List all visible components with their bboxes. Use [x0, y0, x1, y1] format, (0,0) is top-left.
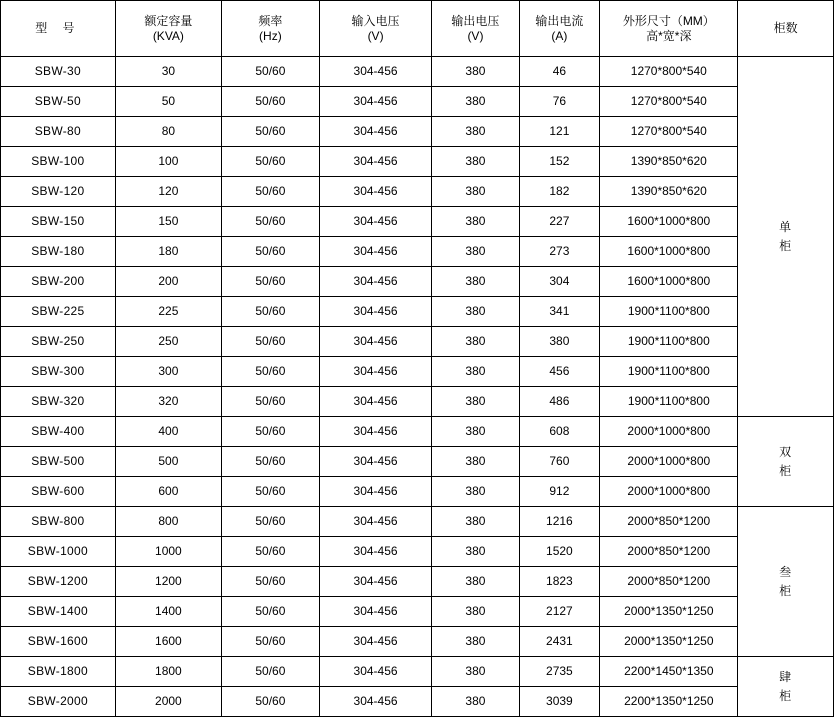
header-label-primary: 输出电压 [451, 13, 500, 28]
table-header [1, 1, 834, 57]
cell-frequency: 50/60 [222, 567, 320, 597]
cell-output-current: 2735 [519, 657, 600, 687]
cabinet-label-char: 肆 [779, 669, 793, 684]
cell-capacity: 225 [115, 297, 221, 327]
cell-input-voltage: 304-456 [319, 327, 432, 357]
cell-dimensions: 1270*800*540 [600, 87, 738, 117]
cell-capacity: 800 [115, 507, 221, 537]
cell-output-current: 2431 [519, 627, 600, 657]
table-row [1, 597, 834, 627]
cell-output-voltage: 380 [432, 447, 519, 477]
header-cell-model [1, 1, 116, 57]
cell-input-voltage: 304-456 [319, 627, 432, 657]
cell-frequency: 50/60 [222, 357, 320, 387]
cell-frequency: 50/60 [222, 387, 320, 417]
cabinet-label-char: 柜 [779, 583, 793, 598]
cell-dimensions: 2000*850*1200 [600, 537, 738, 567]
cell-output-voltage: 380 [432, 567, 519, 597]
cell-model: SBW-1000 [1, 537, 116, 567]
cell-capacity: 1800 [115, 657, 221, 687]
cell-frequency: 50/60 [222, 87, 320, 117]
header-cell-output-voltage [432, 1, 519, 57]
cell-frequency: 50/60 [222, 657, 320, 687]
cell-output-current: 2127 [519, 597, 600, 627]
cell-frequency: 50/60 [222, 627, 320, 657]
cell-dimensions: 1900*1100*800 [600, 297, 738, 327]
cell-capacity: 300 [115, 357, 221, 387]
cell-model: SBW-225 [1, 297, 116, 327]
table-row [1, 567, 834, 597]
cabinet-label-char: 双 [779, 444, 793, 459]
cell-model: SBW-30 [1, 57, 116, 87]
cell-output-current: 760 [519, 447, 600, 477]
table-row [1, 327, 834, 357]
cell-dimensions: 1270*800*540 [600, 57, 738, 87]
cell-cabinet-count [738, 657, 834, 717]
cell-dimensions: 1600*1000*800 [600, 237, 738, 267]
cell-dimensions: 2000*850*1200 [600, 507, 738, 537]
cell-dimensions: 2000*1350*1250 [600, 597, 738, 627]
cell-output-voltage: 380 [432, 627, 519, 657]
cell-input-voltage: 304-456 [319, 447, 432, 477]
cell-output-voltage: 380 [432, 237, 519, 267]
cell-output-current: 121 [519, 117, 600, 147]
cell-capacity: 30 [115, 57, 221, 87]
cell-capacity: 1400 [115, 597, 221, 627]
header-label-secondary: (V) [467, 28, 484, 43]
table-row [1, 477, 834, 507]
cell-input-voltage: 304-456 [319, 597, 432, 627]
cell-capacity: 500 [115, 447, 221, 477]
cell-dimensions: 1390*850*620 [600, 177, 738, 207]
cell-model: SBW-800 [1, 507, 116, 537]
cell-output-current: 341 [519, 297, 600, 327]
cell-capacity: 50 [115, 87, 221, 117]
header-label-secondary: (V) [367, 28, 384, 43]
header-label-primary: 输入电压 [351, 13, 400, 28]
cell-dimensions: 2000*850*1200 [600, 567, 738, 597]
cell-dimensions: 2000*1000*800 [600, 417, 738, 447]
cell-input-voltage: 304-456 [319, 117, 432, 147]
header-label-primary: 型 号 [35, 21, 81, 35]
cell-output-current: 486 [519, 387, 600, 417]
table-row [1, 357, 834, 387]
cell-cabinet-count [738, 507, 834, 657]
table-row [1, 387, 834, 417]
cell-dimensions: 2000*1000*800 [600, 447, 738, 477]
cell-frequency: 50/60 [222, 267, 320, 297]
cell-model: SBW-180 [1, 237, 116, 267]
cabinet-label-char: 叁 [779, 564, 793, 579]
cell-output-voltage: 380 [432, 207, 519, 237]
table-row [1, 57, 834, 87]
cell-capacity: 250 [115, 327, 221, 357]
cell-input-voltage: 304-456 [319, 687, 432, 717]
cell-frequency: 50/60 [222, 417, 320, 447]
cell-output-current: 46 [519, 57, 600, 87]
cabinet-label-char: 柜 [779, 463, 793, 478]
cell-dimensions: 1270*800*540 [600, 117, 738, 147]
cell-model: SBW-600 [1, 477, 116, 507]
table-row [1, 177, 834, 207]
cell-frequency: 50/60 [222, 207, 320, 237]
cell-model: SBW-250 [1, 327, 116, 357]
cell-output-current: 1823 [519, 567, 600, 597]
table-row [1, 627, 834, 657]
cell-output-current: 1216 [519, 507, 600, 537]
cell-dimensions: 1390*850*620 [600, 147, 738, 177]
cell-output-voltage: 380 [432, 387, 519, 417]
table-row [1, 657, 834, 687]
cell-model: SBW-320 [1, 387, 116, 417]
cell-cabinet-count [738, 417, 834, 507]
table-row [1, 237, 834, 267]
table-row [1, 87, 834, 117]
header-label-primary: 额定容量 [144, 13, 193, 28]
table-row [1, 417, 834, 447]
cell-output-voltage: 380 [432, 117, 519, 147]
cell-input-voltage: 304-456 [319, 207, 432, 237]
header-label-primary: 外形尺寸（MM） [622, 13, 715, 28]
table-row [1, 687, 834, 717]
header-row [1, 1, 834, 57]
cell-cabinet-count [738, 57, 834, 417]
cell-model: SBW-200 [1, 267, 116, 297]
header-cell-output-current [519, 1, 600, 57]
table-row [1, 117, 834, 147]
cell-model: SBW-120 [1, 177, 116, 207]
cell-model: SBW-150 [1, 207, 116, 237]
cell-output-current: 304 [519, 267, 600, 297]
header-label-primary: 输出电流 [535, 13, 584, 28]
cell-model: SBW-1600 [1, 627, 116, 657]
table-row [1, 297, 834, 327]
cell-input-voltage: 304-456 [319, 267, 432, 297]
cell-capacity: 1600 [115, 627, 221, 657]
cell-model: SBW-300 [1, 357, 116, 387]
table-row [1, 447, 834, 477]
cell-output-voltage: 380 [432, 597, 519, 627]
cell-output-current: 912 [519, 477, 600, 507]
header-label-primary: 柜数 [773, 21, 798, 35]
cell-frequency: 50/60 [222, 177, 320, 207]
cell-output-voltage: 380 [432, 177, 519, 207]
header-cell-input-voltage [319, 1, 432, 57]
header-label-secondary: 高*宽*深 [646, 28, 692, 43]
cell-capacity: 200 [115, 267, 221, 297]
cell-frequency: 50/60 [222, 327, 320, 357]
cell-dimensions: 1600*1000*800 [600, 207, 738, 237]
cell-model: SBW-100 [1, 147, 116, 177]
cell-model: SBW-500 [1, 447, 116, 477]
header-cell-frequency [222, 1, 320, 57]
cell-output-voltage: 380 [432, 687, 519, 717]
header-label-primary: 频率 [258, 13, 283, 28]
cell-capacity: 600 [115, 477, 221, 507]
cell-output-voltage: 380 [432, 537, 519, 567]
cell-model: SBW-400 [1, 417, 116, 447]
cell-input-voltage: 304-456 [319, 87, 432, 117]
cell-output-current: 273 [519, 237, 600, 267]
cell-frequency: 50/60 [222, 507, 320, 537]
cell-input-voltage: 304-456 [319, 297, 432, 327]
header-label-secondary: (KVA) [152, 28, 184, 43]
table-body [1, 57, 834, 717]
cell-capacity: 100 [115, 147, 221, 177]
cell-frequency: 50/60 [222, 237, 320, 267]
cell-model: SBW-80 [1, 117, 116, 147]
header-cell-cabinet-count [738, 1, 834, 57]
cell-input-voltage: 304-456 [319, 147, 432, 177]
cell-output-voltage: 380 [432, 507, 519, 537]
cell-capacity: 180 [115, 237, 221, 267]
cell-input-voltage: 304-456 [319, 387, 432, 417]
cell-output-voltage: 380 [432, 57, 519, 87]
cell-output-current: 152 [519, 147, 600, 177]
cell-dimensions: 2000*1000*800 [600, 477, 738, 507]
cell-dimensions: 1600*1000*800 [600, 267, 738, 297]
cell-output-voltage: 380 [432, 657, 519, 687]
cell-capacity: 320 [115, 387, 221, 417]
table-row [1, 537, 834, 567]
cell-frequency: 50/60 [222, 477, 320, 507]
cell-output-voltage: 380 [432, 477, 519, 507]
header-cell-dimensions [600, 1, 738, 57]
cell-model: SBW-1400 [1, 597, 116, 627]
cabinet-label-char: 柜 [779, 688, 793, 703]
cell-dimensions: 2000*1350*1250 [600, 627, 738, 657]
cell-output-current: 456 [519, 357, 600, 387]
cell-output-voltage: 380 [432, 267, 519, 297]
cabinet-label-char: 单 [779, 219, 793, 234]
cell-input-voltage: 304-456 [319, 477, 432, 507]
cell-output-voltage: 380 [432, 147, 519, 177]
cell-dimensions: 1900*1100*800 [600, 387, 738, 417]
cell-frequency: 50/60 [222, 597, 320, 627]
cell-output-current: 76 [519, 87, 600, 117]
cell-input-voltage: 304-456 [319, 237, 432, 267]
cell-input-voltage: 304-456 [319, 177, 432, 207]
cell-output-voltage: 380 [432, 297, 519, 327]
table-row [1, 147, 834, 177]
cell-frequency: 50/60 [222, 297, 320, 327]
cell-frequency: 50/60 [222, 447, 320, 477]
cell-model: SBW-1800 [1, 657, 116, 687]
cell-output-current: 1520 [519, 537, 600, 567]
cell-frequency: 50/60 [222, 537, 320, 567]
cell-dimensions: 2200*1350*1250 [600, 687, 738, 717]
cell-input-voltage: 304-456 [319, 57, 432, 87]
header-label-secondary: (Hz) [259, 28, 282, 43]
cell-input-voltage: 304-456 [319, 417, 432, 447]
cell-capacity: 150 [115, 207, 221, 237]
cell-model: SBW-50 [1, 87, 116, 117]
cell-model: SBW-2000 [1, 687, 116, 717]
cell-input-voltage: 304-456 [319, 357, 432, 387]
cell-capacity: 1000 [115, 537, 221, 567]
cell-input-voltage: 304-456 [319, 657, 432, 687]
cell-capacity: 1200 [115, 567, 221, 597]
cell-output-voltage: 380 [432, 87, 519, 117]
cell-model: SBW-1200 [1, 567, 116, 597]
cell-output-voltage: 380 [432, 357, 519, 387]
cell-capacity: 400 [115, 417, 221, 447]
header-cell-capacity [115, 1, 221, 57]
table-row [1, 507, 834, 537]
cell-frequency: 50/60 [222, 57, 320, 87]
header-label-secondary: (A) [551, 28, 568, 43]
cell-frequency: 50/60 [222, 687, 320, 717]
cell-capacity: 120 [115, 177, 221, 207]
cell-output-current: 227 [519, 207, 600, 237]
cell-dimensions: 1900*1100*800 [600, 327, 738, 357]
cell-dimensions: 1900*1100*800 [600, 357, 738, 387]
cell-output-current: 3039 [519, 687, 600, 717]
cell-output-current: 380 [519, 327, 600, 357]
cell-capacity: 2000 [115, 687, 221, 717]
cell-dimensions: 2200*1450*1350 [600, 657, 738, 687]
cell-output-current: 608 [519, 417, 600, 447]
cell-input-voltage: 304-456 [319, 507, 432, 537]
cabinet-label-char: 柜 [779, 238, 793, 253]
cell-output-voltage: 380 [432, 327, 519, 357]
cell-output-voltage: 380 [432, 417, 519, 447]
table-row [1, 267, 834, 297]
table-row [1, 207, 834, 237]
cell-output-current: 182 [519, 177, 600, 207]
cell-input-voltage: 304-456 [319, 567, 432, 597]
cell-frequency: 50/60 [222, 117, 320, 147]
cell-input-voltage: 304-456 [319, 537, 432, 567]
cell-frequency: 50/60 [222, 147, 320, 177]
cell-capacity: 80 [115, 117, 221, 147]
